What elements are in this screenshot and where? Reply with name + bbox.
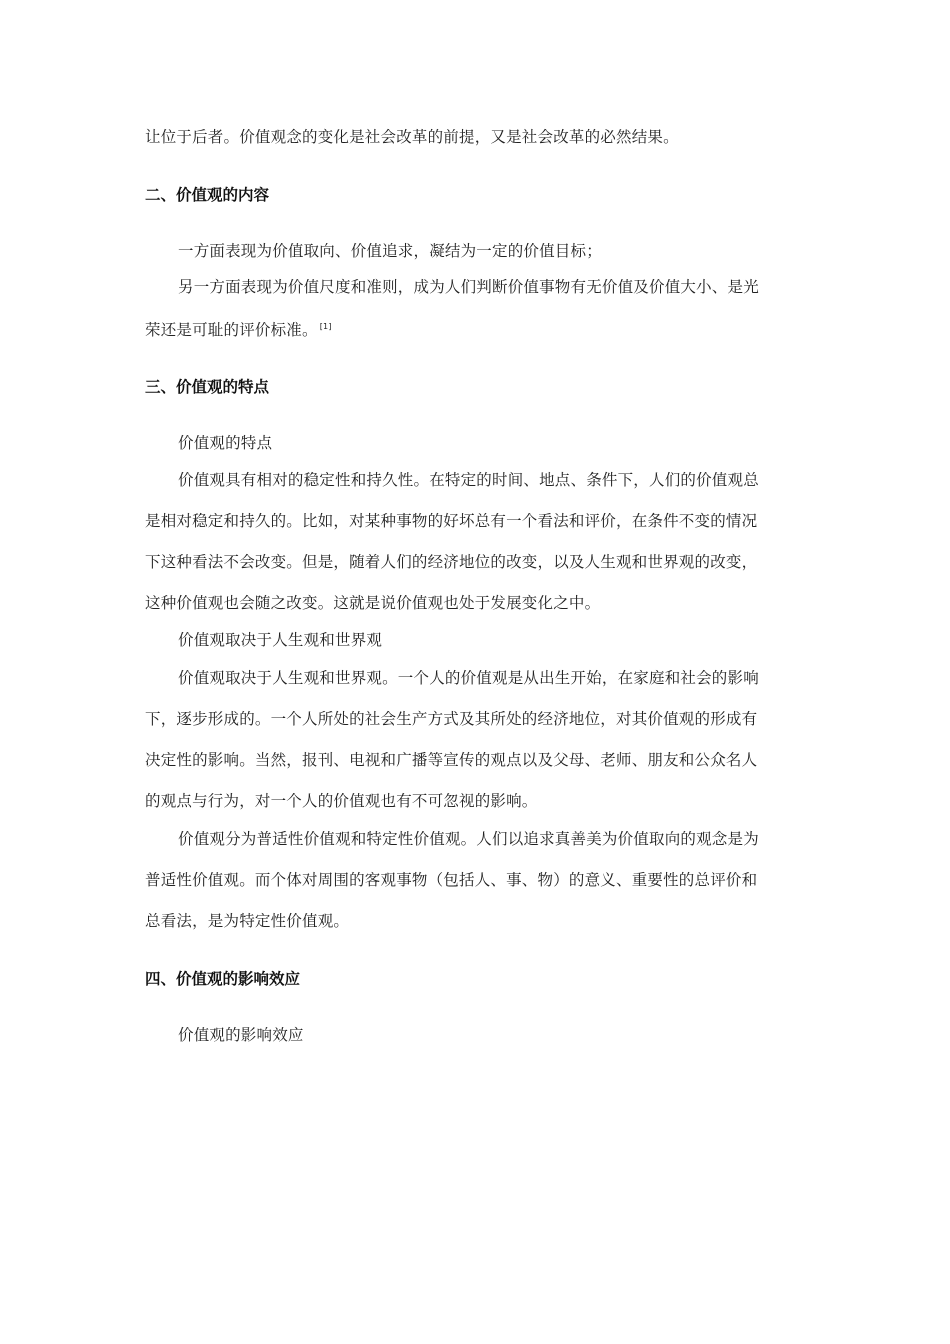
intro-line: 让位于后者。价值观念的变化是社会改革的前提，又是社会改革的必然结果。 (145, 128, 679, 146)
section-3-heading: 三、价值观的特点 (145, 378, 270, 396)
section-3-para-3-line-2: 普适性价值观。而个体对周围的客观事物（包括人、事、物）的意义、重要性的总评价和 (145, 871, 758, 889)
section-3-para-2-line-4: 的观点与行为，对一个人的价值观也有不可忽视的影响。 (145, 792, 538, 810)
section-3-para-1-line-2: 是相对稳定和持久的。比如，对某种事物的好坏总有一个看法和评价，在条件不变的情况 (145, 512, 758, 530)
section-3-subheading-1: 价值观的特点 (178, 434, 273, 452)
section-3-para-1-line-1: 价值观具有相对的稳定性和持久性。在特定的时间、地点、条件下，人们的价值观总 (178, 471, 759, 489)
section-3-para-1-line-4: 这种价值观也会随之改变。这就是说价值观也处于发展变化之中。 (145, 594, 601, 612)
section-2-paragraph-2-line-2 (145, 317, 805, 340)
section-3-para-2-line-2: 下，逐步形成的。一个人所处的社会生产方式及其所处的经济地位，对其价值观的形成有 (145, 710, 758, 728)
section-3-para-2-line-1: 价值观取决于人生观和世界观。一个人的价值观是从出生开始，在家庭和社会的影响 (178, 669, 759, 687)
section-2-heading: 二、价值观的内容 (145, 186, 270, 204)
section-3-para-3-line-3: 总看法，是为特定性价值观。 (145, 912, 350, 930)
section-3-para-2-line-3: 决定性的影响。当然，报刊、电视和广播等宣传的观点以及父母、老师、朋友和公众名人 (145, 751, 758, 769)
section-3-subheading-2: 价值观取决于人生观和世界观 (178, 631, 383, 649)
paragraph-text: 荣还是可耻的评价标准。 (145, 321, 318, 339)
section-4-subheading-1: 价值观的影响效应 (178, 1026, 304, 1044)
section-3-para-1-line-3: 下这种看法不会改变。但是，随着人们的经济地位的改变，以及人生观和世界观的改变， (145, 553, 758, 571)
section-2-paragraph-1: 一方面表现为价值取向、价值追求，凝结为一定的价值目标； (178, 242, 602, 260)
section-4-heading: 四、价值观的影响效应 (145, 970, 301, 988)
section-3-para-3-line-1: 价值观分为普适性价值观和特定性价值观。人们以追求真善美为价值取向的观念是为 (178, 830, 759, 848)
citation-reference[interactable]: [1] (319, 322, 332, 331)
section-2-paragraph-2-line-1: 另一方面表现为价值尺度和准则，成为人们判断价值事物有无价值及价值大小、是光 (178, 278, 759, 296)
